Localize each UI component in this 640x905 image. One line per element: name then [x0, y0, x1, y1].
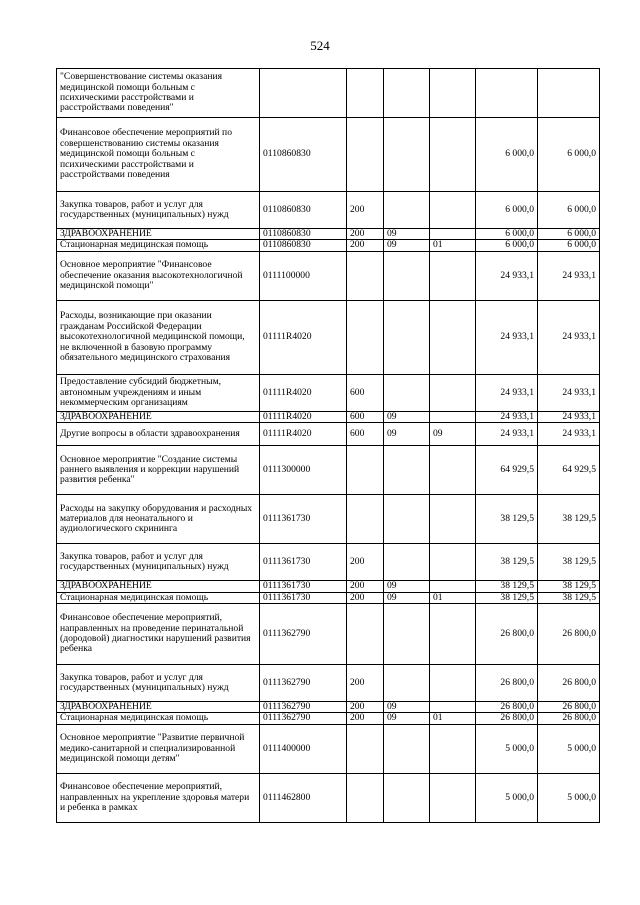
cell-name: Другие вопросы в области здравоохранения	[57, 423, 260, 446]
cell-amount-1: 38 129,5	[476, 544, 538, 581]
cell-amount-1: 38 129,5	[476, 592, 538, 603]
cell-amount-2: 5 000,0	[538, 724, 600, 773]
cell-target-code: 0110860830	[260, 229, 347, 240]
cell-target-code: 0111361730	[260, 581, 347, 592]
cell-amount-1: 24 933,1	[476, 411, 538, 422]
table-row	[57, 118, 600, 192]
cell-expense-type	[347, 69, 384, 118]
cell-name: Финансовое обеспечение мероприятий, направленных на укрепление здоровья матери и ребенка в рамках	[57, 773, 260, 822]
cell-target-code: 0110860830	[260, 192, 347, 229]
cell-subsection	[430, 495, 476, 544]
table-row	[57, 251, 600, 300]
cell-amount-1: 24 933,1	[476, 423, 538, 446]
cell-expense-type: 200	[347, 229, 384, 240]
cell-amount-2: 38 129,5	[538, 495, 600, 544]
cell-expense-type	[347, 300, 384, 374]
cell-amount-2: 26 800,0	[538, 702, 600, 713]
cell-name: "Совершенствование системы оказания медицинской помощи больным с психическими расстройствами и расстройствами поведения"	[57, 69, 260, 118]
cell-target-code: 0111361730	[260, 592, 347, 603]
cell-subsection	[430, 544, 476, 581]
cell-name: Расходы на закупку оборудования и расходных материалов для неонатального и аудиологического скрининга	[57, 495, 260, 544]
cell-amount-2: 26 800,0	[538, 713, 600, 724]
table-row	[57, 300, 600, 374]
cell-amount-1: 64 929,5	[476, 446, 538, 495]
cell-amount-1: 6 000,0	[476, 118, 538, 192]
cell-amount-2: 38 129,5	[538, 581, 600, 592]
cell-target-code: 0111362790	[260, 604, 347, 665]
table-body	[57, 69, 600, 823]
cell-amount-2: 26 800,0	[538, 665, 600, 702]
cell-section: 09	[384, 240, 430, 251]
cell-name: Основное мероприятие "Финансовое обеспечение оказания высокотехнологичной медицинской помощи"	[57, 251, 260, 300]
cell-amount-2: 64 929,5	[538, 446, 600, 495]
cell-amount-2: 24 933,1	[538, 423, 600, 446]
cell-amount-1: 38 129,5	[476, 581, 538, 592]
cell-expense-type	[347, 446, 384, 495]
cell-section	[384, 118, 430, 192]
cell-target-code: 01111R4020	[260, 423, 347, 446]
cell-section	[384, 724, 430, 773]
cell-target-code: 01111R4020	[260, 374, 347, 411]
cell-section: 09	[384, 702, 430, 713]
cell-expense-type: 200	[347, 592, 384, 603]
cell-target-code: 0111362790	[260, 702, 347, 713]
cell-target-code: 0111362790	[260, 665, 347, 702]
cell-expense-type: 200	[347, 702, 384, 713]
cell-section	[384, 544, 430, 581]
cell-section	[384, 446, 430, 495]
cell-subsection: 01	[430, 592, 476, 603]
cell-amount-1: 6 000,0	[476, 229, 538, 240]
cell-target-code: 0110860830	[260, 240, 347, 251]
table-row	[57, 544, 600, 581]
table-row	[57, 665, 600, 702]
cell-target-code: 0110860830	[260, 118, 347, 192]
cell-expense-type	[347, 495, 384, 544]
cell-expense-type: 600	[347, 374, 384, 411]
table-row	[57, 724, 600, 773]
cell-amount-1: 26 800,0	[476, 665, 538, 702]
cell-section	[384, 374, 430, 411]
table-row	[57, 423, 600, 446]
cell-amount-2: 38 129,5	[538, 592, 600, 603]
cell-amount-1: 5 000,0	[476, 724, 538, 773]
cell-expense-type: 200	[347, 240, 384, 251]
cell-target-code: 0111300000	[260, 446, 347, 495]
cell-amount-2: 24 933,1	[538, 374, 600, 411]
cell-name: Предоставление субсидий бюджетным, автономным учреждениям и иным некоммерческим организациям	[57, 374, 260, 411]
cell-subsection	[430, 118, 476, 192]
cell-section: 09	[384, 713, 430, 724]
cell-amount-1: 38 129,5	[476, 495, 538, 544]
cell-expense-type: 200	[347, 665, 384, 702]
cell-amount-1: 26 800,0	[476, 604, 538, 665]
cell-name: Основное мероприятие "Создание системы раннего выявления и коррекции нарушений развития ребенка"	[57, 446, 260, 495]
cell-expense-type: 600	[347, 411, 384, 422]
table-row	[57, 702, 600, 713]
cell-subsection	[430, 773, 476, 822]
cell-target-code: 0111361730	[260, 544, 347, 581]
cell-subsection	[430, 446, 476, 495]
cell-name: Финансовое обеспечение мероприятий, направленных на проведение перинатальной (дородовой) диагностики нарушений развития ребенка	[57, 604, 260, 665]
cell-expense-type: 200	[347, 544, 384, 581]
cell-amount-1: 26 800,0	[476, 702, 538, 713]
cell-subsection	[430, 374, 476, 411]
cell-section	[384, 604, 430, 665]
table-row	[57, 713, 600, 724]
cell-amount-1: 6 000,0	[476, 192, 538, 229]
cell-section: 09	[384, 411, 430, 422]
cell-name: ЗДРАВООХРАНЕНИЕ	[57, 411, 260, 422]
cell-expense-type: 200	[347, 192, 384, 229]
cell-name: Закупка товаров, работ и услуг для государственных (муниципальных) нужд	[57, 665, 260, 702]
cell-target-code: 0111100000	[260, 251, 347, 300]
cell-name: Стационарная медицинская помощь	[57, 713, 260, 724]
cell-amount-2: 24 933,1	[538, 300, 600, 374]
cell-amount-1	[476, 69, 538, 118]
cell-subsection	[430, 69, 476, 118]
budget-table	[56, 68, 600, 823]
cell-subsection	[430, 411, 476, 422]
cell-name: Закупка товаров, работ и услуг для государственных (муниципальных) нужд	[57, 544, 260, 581]
cell-amount-2: 26 800,0	[538, 604, 600, 665]
cell-section	[384, 69, 430, 118]
cell-subsection	[430, 702, 476, 713]
cell-expense-type: 200	[347, 713, 384, 724]
table-row	[57, 240, 600, 251]
table-row	[57, 581, 600, 592]
cell-target-code	[260, 69, 347, 118]
cell-subsection	[430, 581, 476, 592]
table-row	[57, 411, 600, 422]
table-row	[57, 374, 600, 411]
cell-expense-type: 200	[347, 581, 384, 592]
cell-name: Закупка товаров, работ и услуг для государственных (муниципальных) нужд	[57, 192, 260, 229]
cell-target-code: 0111362790	[260, 713, 347, 724]
cell-subsection	[430, 251, 476, 300]
cell-section: 09	[384, 423, 430, 446]
cell-name: Стационарная медицинская помощь	[57, 592, 260, 603]
cell-section: 09	[384, 581, 430, 592]
cell-name: Основное мероприятие "Развитие первичной медико-санитарной и специализированной медицинской помощи детям"	[57, 724, 260, 773]
cell-target-code: 0111400000	[260, 724, 347, 773]
cell-amount-2: 38 129,5	[538, 544, 600, 581]
cell-name: Расходы, возникающие при оказании гражданам Российской Федерации высокотехнологичной медицинской помощи, не включенной в базовую программу обязательного медицинского страхования	[57, 300, 260, 374]
table-row	[57, 229, 600, 240]
cell-amount-1: 5 000,0	[476, 773, 538, 822]
cell-section	[384, 251, 430, 300]
cell-subsection	[430, 300, 476, 374]
cell-subsection	[430, 724, 476, 773]
cell-section	[384, 665, 430, 702]
cell-expense-type	[347, 773, 384, 822]
table-row	[57, 592, 600, 603]
cell-target-code: 01111R4020	[260, 300, 347, 374]
cell-expense-type	[347, 118, 384, 192]
cell-target-code: 01111R4020	[260, 411, 347, 422]
cell-subsection	[430, 665, 476, 702]
cell-expense-type	[347, 251, 384, 300]
table-row	[57, 192, 600, 229]
table-row	[57, 495, 600, 544]
cell-section	[384, 192, 430, 229]
cell-name: Стационарная медицинская помощь	[57, 240, 260, 251]
cell-amount-1: 26 800,0	[476, 713, 538, 724]
cell-subsection	[430, 229, 476, 240]
cell-amount-1: 24 933,1	[476, 251, 538, 300]
cell-amount-2: 6 000,0	[538, 192, 600, 229]
cell-amount-2	[538, 69, 600, 118]
cell-name: ЗДРАВООХРАНЕНИЕ	[57, 702, 260, 713]
cell-section	[384, 495, 430, 544]
cell-expense-type	[347, 604, 384, 665]
cell-amount-2: 24 933,1	[538, 251, 600, 300]
cell-amount-2: 6 000,0	[538, 118, 600, 192]
cell-section: 09	[384, 229, 430, 240]
cell-amount-2: 5 000,0	[538, 773, 600, 822]
cell-subsection	[430, 192, 476, 229]
cell-section	[384, 773, 430, 822]
cell-name: ЗДРАВООХРАНЕНИЕ	[57, 229, 260, 240]
cell-subsection: 09	[430, 423, 476, 446]
cell-expense-type: 600	[347, 423, 384, 446]
cell-subsection: 01	[430, 713, 476, 724]
cell-section: 09	[384, 592, 430, 603]
cell-subsection: 01	[430, 240, 476, 251]
cell-amount-1: 6 000,0	[476, 240, 538, 251]
page-number: 524	[310, 38, 330, 53]
table-row	[57, 773, 600, 822]
cell-name: Финансовое обеспечение мероприятий по совершенствованию системы оказания медицинской помощи больным с психическими расстройствами и расстройствами поведения	[57, 118, 260, 192]
cell-subsection	[430, 604, 476, 665]
cell-amount-2: 24 933,1	[538, 411, 600, 422]
cell-target-code: 0111361730	[260, 495, 347, 544]
cell-amount-1: 24 933,1	[476, 374, 538, 411]
table-row	[57, 69, 600, 118]
cell-section	[384, 300, 430, 374]
cell-amount-2: 6 000,0	[538, 229, 600, 240]
cell-amount-2: 6 000,0	[538, 240, 600, 251]
cell-amount-1: 24 933,1	[476, 300, 538, 374]
cell-name: ЗДРАВООХРАНЕНИЕ	[57, 581, 260, 592]
cell-expense-type	[347, 724, 384, 773]
cell-target-code: 0111462800	[260, 773, 347, 822]
table-row	[57, 604, 600, 665]
table-row	[57, 446, 600, 495]
